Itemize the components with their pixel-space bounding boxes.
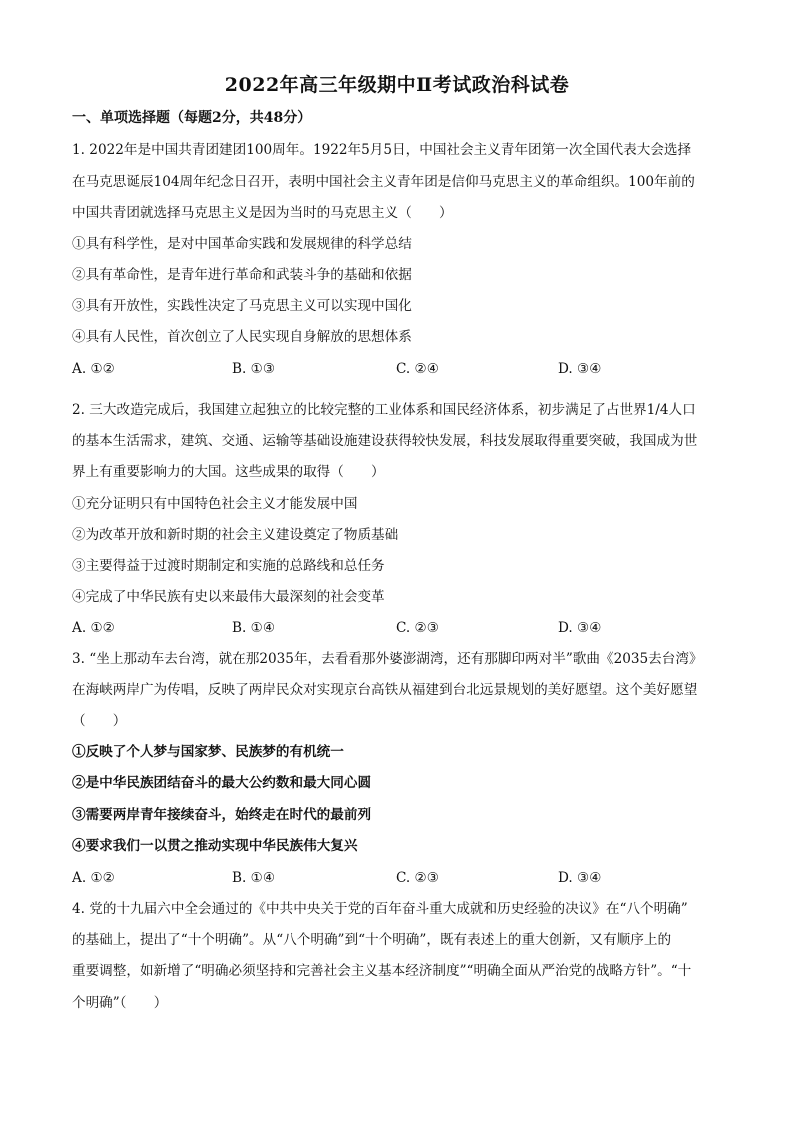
q3-option-c[interactable]: C. ②③ bbox=[396, 870, 439, 886]
q4-stem-line-1: 4. 党的十九届六中全会通过的《中共中央关于党的百年奋斗重大成就和历史经验的决议》在“八个明确” bbox=[72, 901, 688, 917]
q1-statement-1: ①具有科学性，是对中国革命实践和发展规律的科学总结 bbox=[72, 236, 412, 252]
q1-option-b[interactable]: B. ①③ bbox=[232, 361, 276, 377]
q4-stem-line-3: 重要调整，如新增了“明确必须坚持和完善社会主义基本经济制度”“明确全面从严治党的战略方针”。“十 bbox=[72, 963, 692, 979]
q1-statement-3: ③具有开放性，实践性决定了马克思主义可以实现中国化 bbox=[72, 298, 412, 314]
section-heading: 一、单项选择题（每题2分，共48分） bbox=[72, 110, 312, 126]
q4-stem-line-2: 的基础上，提出了“十个明确”。从“八个明确”到“十个明确”，既有表述上的重大创新，又有顺序上的 bbox=[72, 932, 672, 948]
q1-option-d[interactable]: D. ③④ bbox=[558, 361, 602, 377]
q3-option-a[interactable]: A. ①② bbox=[72, 870, 115, 886]
q3-option-d[interactable]: D. ③④ bbox=[558, 870, 602, 886]
q2-statement-3: ③主要得益于过渡时期制定和实施的总路线和总任务 bbox=[72, 558, 385, 574]
q1-stem-line-2: 在马克思诞辰104周年纪念日召开，表明中国社会主义青年团是信仰马克思主义的革命组织。100年前的 bbox=[72, 174, 695, 190]
q2-stem-line-2: 的基本生活需求，建筑、交通、运输等基础设施建设获得较快发展，科技发展取得重要突破，我国成为世 bbox=[72, 433, 698, 449]
q2-statement-2: ②为改革开放和新时期的社会主义建设奠定了物质基础 bbox=[72, 527, 399, 543]
q1-statement-2: ②具有革命性，是青年进行革命和武装斗争的基础和依据 bbox=[72, 267, 412, 283]
q1-stem-line-1: 1. 2022年是中国共青团建团100周年。1922年5月5日，中国社会主义青年团第一次全国代表大会选择 bbox=[72, 142, 692, 158]
q2-stem-line-3: 界上有重要影响力的大国。这些成果的取得（ ） bbox=[72, 464, 385, 480]
q3-stem-line-2: 在海峡两岸广为传唱，反映了两岸民众对实现京台高铁从福建到台北远景规划的美好愿望。这个美好愿望 bbox=[72, 682, 698, 698]
q2-option-d[interactable]: D. ③④ bbox=[558, 620, 602, 636]
q4-stem-line-4: 个明确”（ ） bbox=[72, 995, 168, 1011]
q3-statement-4: ④要求我们一以贯之推动实现中华民族伟大复兴 bbox=[72, 838, 358, 854]
q2-option-a[interactable]: A. ①② bbox=[72, 620, 115, 636]
q2-stem-line-1: 2. 三大改造完成后，我国建立起独立的比较完整的工业体系和国民经济体系，初步满足了占世界1/4人口 bbox=[72, 402, 696, 418]
q2-statement-1: ①充分证明只有中国特色社会主义才能发展中国 bbox=[72, 496, 358, 512]
page-title: 2022年高三年级期中Ⅱ考试政治科试卷 bbox=[224, 74, 570, 96]
q1-stem-line-3: 中国共青团就选择马克思主义是因为当时的马克思主义（ ） bbox=[72, 205, 453, 221]
q3-statement-3: ③需要两岸青年接续奋斗，始终走在时代的最前列 bbox=[72, 807, 372, 823]
q1-statement-4: ④具有人民性，首次创立了人民实现自身解放的思想体系 bbox=[72, 329, 412, 345]
q3-stem-line-1: 3. “坐上那动车去台湾，就在那2035年，去看看那外婆澎湖湾，还有那脚印两对半”歌曲《2035去台湾》 bbox=[72, 651, 703, 667]
q3-statement-2: ②是中华民族团结奋斗的最大公约数和最大同心圆 bbox=[72, 775, 372, 791]
q3-statement-1: ①反映了个人梦与国家梦、民族梦的有机统一 bbox=[72, 744, 344, 760]
q2-statement-4: ④完成了中华民族有史以来最伟大最深刻的社会变革 bbox=[72, 589, 385, 605]
q1-option-a[interactable]: A. ①② bbox=[72, 361, 115, 377]
q2-option-c[interactable]: C. ②③ bbox=[396, 620, 439, 636]
q3-stem-line-3: （ ） bbox=[72, 713, 127, 729]
q3-option-b[interactable]: B. ①④ bbox=[232, 870, 276, 886]
q1-option-c[interactable]: C. ②④ bbox=[396, 361, 439, 377]
q2-option-b[interactable]: B. ①④ bbox=[232, 620, 276, 636]
